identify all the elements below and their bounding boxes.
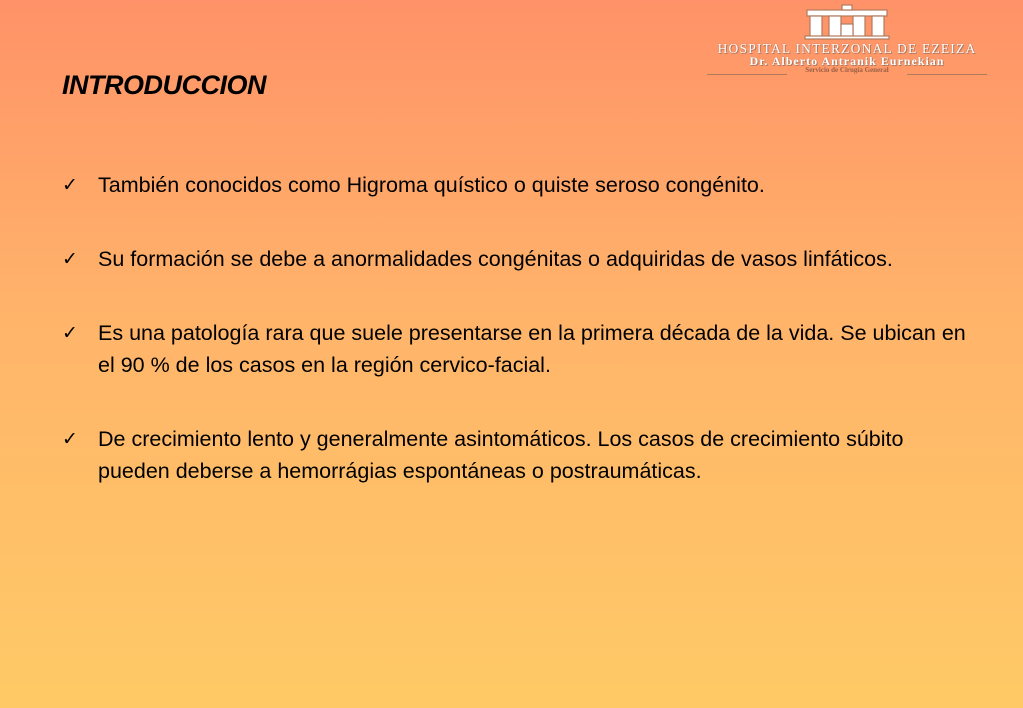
bullet-item — [62, 169, 972, 201]
slide-title: INTRODUCCION — [62, 70, 266, 100]
bullet-text: De crecimiento lento y generalmente asintomáticos. Los casos de crecimiento súbito pueden deberse a hemorrágias espontáneas o postraumáticas. — [98, 427, 904, 483]
hospital-building-icon — [802, 4, 892, 40]
bullet-item — [62, 243, 972, 275]
logo-service-name: Servicio de Cirugía General — [805, 66, 889, 74]
bullet-item — [62, 423, 972, 487]
check-icon: ✓ — [62, 322, 78, 344]
check-icon: ✓ — [62, 174, 78, 196]
hospital-logo — [672, 4, 1022, 82]
check-icon: ✓ — [62, 248, 78, 270]
logo-hospital-name: HOSPITAL INTERZONAL DE EZEIZA — [717, 41, 977, 56]
bullet-text: Su formación se debe a anormalidades congénitas o adquiridas de vasos linfáticos. — [98, 247, 893, 271]
bullet-text: También conocidos como Higroma quístico o quiste seroso congénito. — [98, 173, 765, 197]
check-icon: ✓ — [62, 428, 78, 450]
logo-doctor-name: Dr. Alberto Antranik Eurnekian — [749, 54, 945, 68]
bullet-item — [62, 317, 972, 381]
bullet-list — [62, 169, 972, 529]
bullet-text: Es una patología rara que suele presentarse en la primera década de la vida. Se ubican en el 90 % de los casos en la región cervico-facial. — [98, 321, 966, 377]
